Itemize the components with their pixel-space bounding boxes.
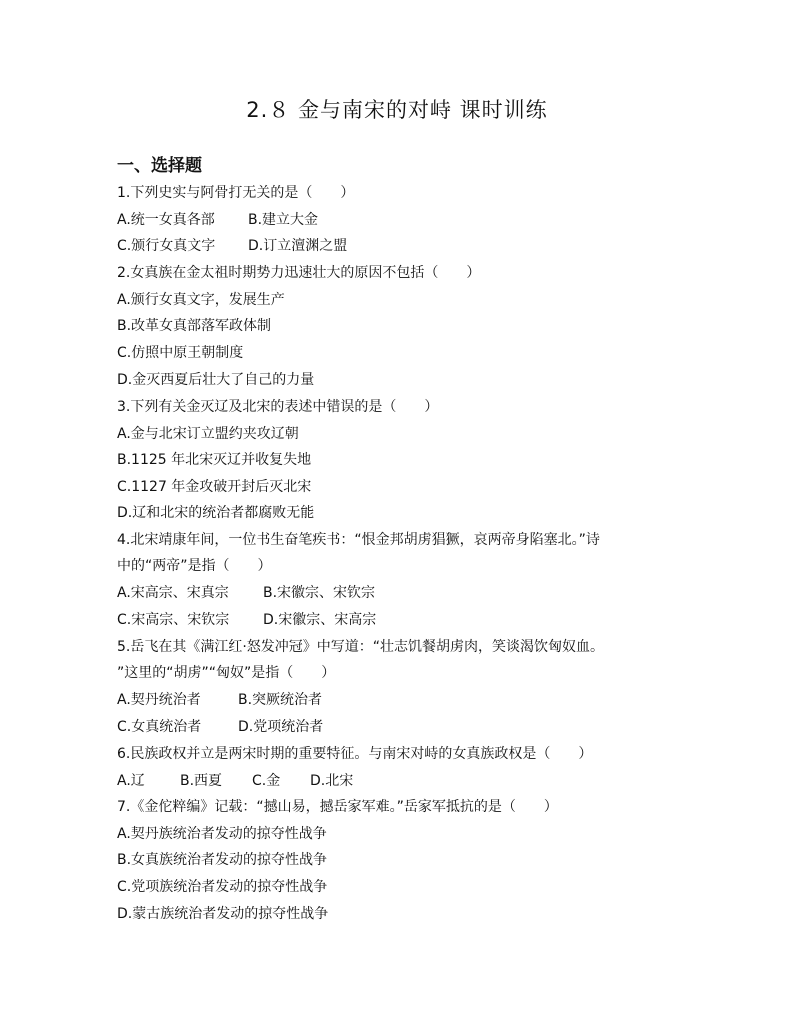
- options-row: [117, 584, 375, 602]
- section-heading: 一、选择题: [117, 156, 202, 176]
- option-5b: B.突厥统治者: [238, 692, 323, 708]
- options-row: [117, 211, 318, 229]
- option-7c: C.党项族统治者发动的掠夺性战争: [117, 879, 328, 895]
- option-2a: A.颁行女真文字，发展生产: [117, 292, 285, 308]
- option-2b: B.改革女真部落军政体制: [117, 318, 272, 334]
- options-row: [117, 237, 347, 255]
- option-3d: D.辽和北宋的统治者都腐败无能: [117, 505, 315, 521]
- question-3: 3.下列有关金灭辽及北宋的表述中错误的是（ ）: [117, 399, 439, 415]
- option-7a: A.契丹族统治者发动的掠夺性战争: [117, 826, 327, 842]
- option-5d: D.党项统治者: [238, 719, 324, 735]
- page-title: 2.８ 金与南宋的对峙 课时训练: [246, 98, 548, 122]
- option-7d: D.蒙古族统治者发动的掠夺性战争: [117, 906, 329, 922]
- option-5c: C.女真统治者: [117, 719, 202, 735]
- option-6a: A.辽: [117, 773, 145, 789]
- option-3b: B.1125 年北宋灭辽并收复失地: [117, 452, 312, 468]
- option-1d: D.订立澶渊之盟: [248, 238, 348, 254]
- question-5: 5.岳飞在其《满江红·怒发冲冠》中写道：“壮志饥餐胡虏肉，笑谈渴饮匈奴血。: [117, 639, 605, 655]
- question-7: 7.《金佗粹编》记载：“撼山易，撼岳家军难。”岳家军抵抗的是（ ）: [117, 799, 558, 815]
- option-4c: C.宋高宗、宋钦宗: [117, 612, 230, 628]
- question-2: 2.女真族在金太祖时期势力迅速壮大的原因不包括（ ）: [117, 265, 481, 281]
- options-row: [117, 611, 376, 629]
- question-4-cont: 中的“两帝”是指（ ）: [117, 558, 272, 574]
- option-2c: C.仿照中原王朝制度: [117, 345, 244, 361]
- option-3a: A.金与北宋订立盟约夹攻辽朝: [117, 426, 299, 442]
- options-row: [117, 718, 323, 736]
- option-5a: A.契丹统治者: [117, 692, 201, 708]
- question-1: 1.下列史实与阿骨打无关的是（ ）: [117, 185, 355, 201]
- option-1c: C.颁行女真文字: [117, 238, 216, 254]
- question-6: 6.民族政权并立是两宋时期的重要特征。与南宋对峙的女真族政权是（ ）: [117, 746, 593, 762]
- option-4d: D.宋徽宗、宋高宗: [263, 612, 377, 628]
- question-4: 4.北宋靖康年间，一位书生奋笔疾书：“恨金邦胡虏猖獗，哀两帝身陷塞北。”诗: [117, 532, 600, 548]
- question-5-cont: ”这里的“胡虏”“匈奴”是指（ ）: [117, 665, 336, 681]
- option-1b: B.建立大金: [248, 212, 319, 228]
- option-1a: A.统一女真各部: [117, 212, 215, 228]
- option-7b: B.女真族统治者发动的掠夺性战争: [117, 852, 328, 868]
- option-6b: B.西夏: [180, 773, 223, 789]
- options-row: [117, 772, 353, 790]
- option-6c: C.金: [252, 773, 281, 789]
- option-4a: A.宋高宗、宋真宗: [117, 585, 229, 601]
- option-2d: D.金灭西夏后壮大了自己的力量: [117, 372, 315, 388]
- options-row: [117, 691, 322, 709]
- option-4b: B.宋徽宗、宋钦宗: [263, 585, 376, 601]
- option-6d: D.北宋: [310, 773, 354, 789]
- option-3c: C.1127 年金攻破开封后灭北宋: [117, 479, 312, 495]
